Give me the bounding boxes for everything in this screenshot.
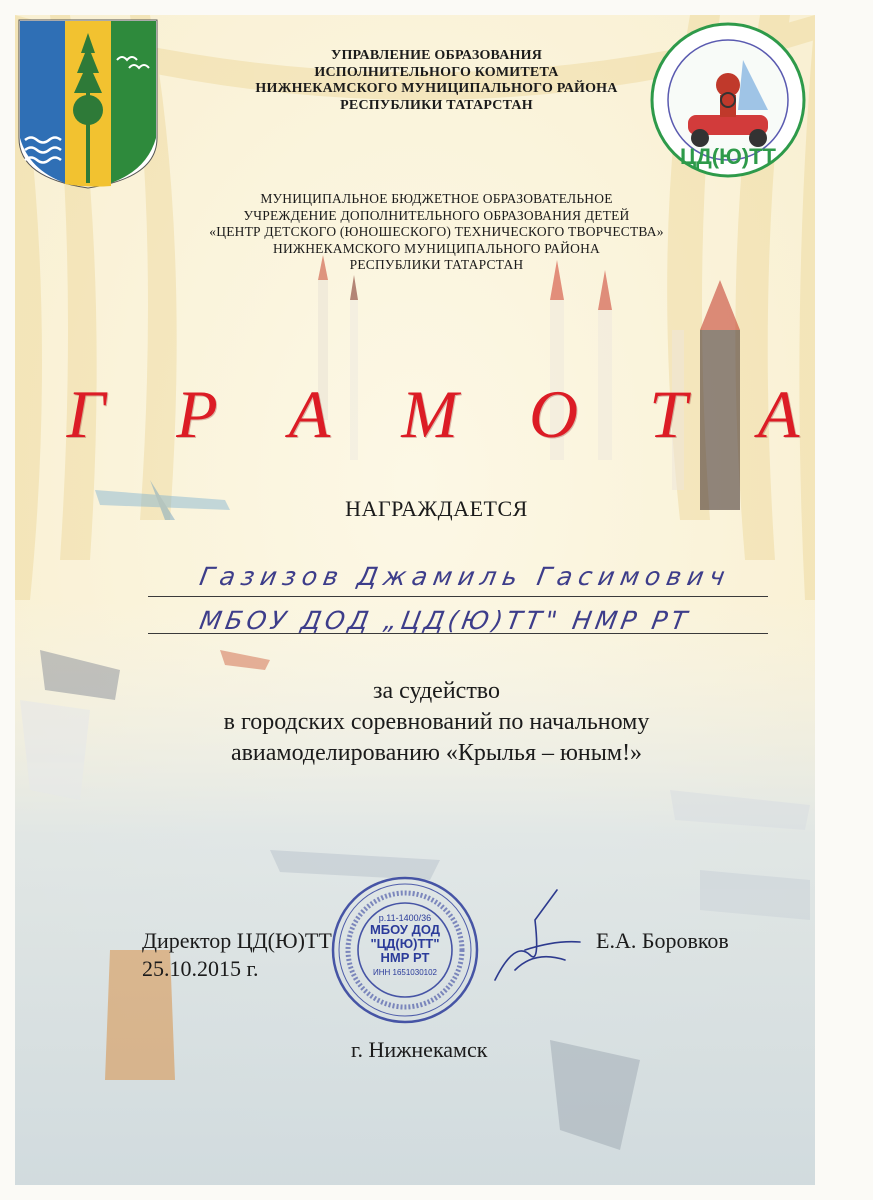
director-signature [485,880,585,990]
logo-caption: ЦД(Ю)ТТ [680,144,776,169]
school-line: НИЖНЕКАМСКОГО МУНИЦИПАЛЬНОГО РАЙОНА [273,240,600,256]
school-line: РЕСПУБЛИКИ ТАТАРСТАН [349,257,524,272]
reason-line: за судейство [373,678,500,704]
director-name: Е.А. Боровков [596,928,729,953]
city-name: г. Нижнекамск [351,1037,488,1062]
stamp-region: НМР РТ [380,950,430,965]
reason-line: в городских соревнований по начальному [223,709,650,735]
stamp-org-type: МБОУ ДОД [369,922,441,937]
department-line: НИЖНЕКАМСКОГО МУНИЦИПАЛЬНОГО РАЙОНА [255,81,618,96]
recipient-name: Газизов Джамиль Гасимович [197,562,733,591]
department-line: ИСПОЛНИТЕЛЬНОГО КОМИТЕТА [314,64,559,80]
awarded-label: НАГРАЖДАЕТСЯ [345,496,528,521]
award-reason [0,676,873,769]
official-stamp [330,875,480,1025]
certificate-title: Г Р А М О Т А [66,376,827,452]
department-line: УПРАВЛЕНИЕ ОБРАЗОВАНИЯ [330,48,543,63]
issue-date: 25.10.2015 г. [142,956,259,981]
recipient-name-underline [148,596,768,597]
stamp-reg-number: р.11-1400/36 [378,913,432,923]
reason-line: авиамоделированию «Крылья – юным!» [230,740,643,766]
stamp-org-name: "ЦД(Ю)ТТ" [370,936,440,951]
school-line: МУНИЦИПАЛЬНОЕ БЮДЖЕТНОЕ ОБРАЗОВАТЕЛЬНОЕ [260,191,613,206]
school-line: УЧРЕЖДЕНИЕ ДОПОЛНИТЕЛЬНОГО ОБРАЗОВАНИЯ ДЕТЕЙ [243,207,630,223]
school-line: «ЦЕНТР ДЕТСКОГО (ЮНОШЕСКОГО) ТЕХНИЧЕСКОГО ТВОРЧЕСТВА» [209,224,664,239]
school-heading [0,191,873,274]
director-title: Директор ЦД(Ю)ТТ [142,928,332,953]
recipient-org-underline [148,633,768,634]
recipient-organization: МБОУ ДОД „ЦД(Ю)ТТ" НМР РТ [197,606,693,635]
department-heading [0,48,873,114]
stamp-inn: ИНН 1651030102 [372,968,438,977]
department-line: РЕСПУБЛИКИ ТАТАРСТАН [340,97,533,113]
